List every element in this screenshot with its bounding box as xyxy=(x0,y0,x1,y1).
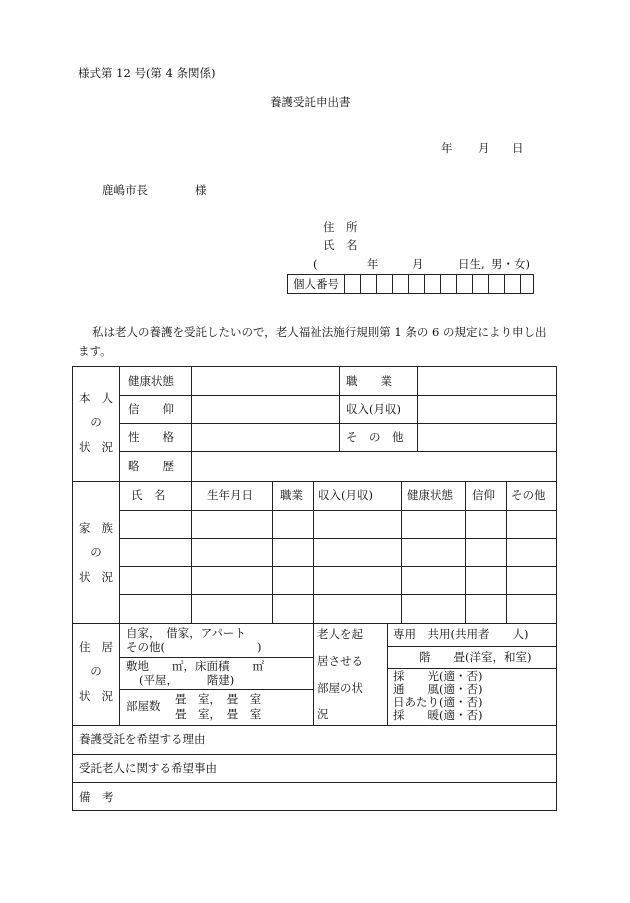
birth-year: 年 xyxy=(367,257,379,271)
housing-heading: 住 居 の 状 況 xyxy=(79,640,113,703)
reason-label: 養護受託を希望する理由 xyxy=(79,732,206,746)
family-col-birthdate: 生年月日 xyxy=(207,488,253,502)
site-area-line-1: 敷地 ㎡，床面積 ㎡ xyxy=(126,659,264,673)
birth-month: 月 xyxy=(412,257,424,271)
room-usage: 専用 共用(共用者 人) xyxy=(393,627,529,641)
page-title: 養護受託申出書 xyxy=(270,95,351,109)
statement-line-2: ます。 xyxy=(78,344,112,358)
wishes-label: 受託老人に関する希望事由 xyxy=(79,761,217,775)
faith-label: 信 仰 xyxy=(128,402,174,416)
house-type-line-1: 自家， 借家，アパート xyxy=(126,626,246,640)
family-col-health: 健康状態 xyxy=(407,488,453,502)
date-year-label: 年 xyxy=(441,141,453,155)
form-number: 様式第 12 号(第 4 条関係) xyxy=(78,66,216,80)
room-tatami: 階 畳(洋室，和室) xyxy=(419,650,532,664)
family-col-occupation: 職業 xyxy=(280,488,303,502)
name-label: 氏 名 xyxy=(323,238,358,252)
income-label: 収入(月収) xyxy=(346,402,401,416)
self-heading: 本 人 の 状 況 xyxy=(79,391,113,454)
site-area-line-2: (平屋， 階建) xyxy=(139,673,235,687)
addressee-name: 鹿嶋市長 xyxy=(102,183,148,197)
sex-choice: 男・女) xyxy=(491,257,530,271)
family-col-faith: 信仰 xyxy=(472,488,495,502)
birth-open: ( xyxy=(313,257,318,271)
condition-ventilation: 通 風(適・否) xyxy=(393,682,483,696)
individual-number-label: 個人番号 xyxy=(293,277,339,291)
condition-light: 採 光(適・否) xyxy=(393,669,483,683)
history-label: 略 歴 xyxy=(128,459,174,473)
family-col-income: 収入(月収) xyxy=(318,488,373,502)
character-label: 性 格 xyxy=(128,430,174,444)
individual-number-box[interactable] xyxy=(287,274,534,294)
other-label: そ の 他 xyxy=(346,430,404,444)
health-label: 健康状態 xyxy=(128,374,174,388)
family-heading: 家 族 の 状 況 xyxy=(79,521,113,584)
date-day-label: 日 xyxy=(512,141,524,155)
family-col-other: その他 xyxy=(511,488,546,502)
rooms-line-2: 畳 室， 畳 室 xyxy=(175,707,262,721)
condition-sunlight: 日あたり(適・否) xyxy=(393,695,483,709)
occupation-label: 職 業 xyxy=(346,374,392,388)
family-col-name: 氏 名 xyxy=(131,488,166,502)
rooms-label: 部屋数 xyxy=(126,699,161,713)
rooms-line-1: 畳 室， 畳 室 xyxy=(175,692,262,706)
birth-born: 日生, xyxy=(458,257,485,271)
elder-room-label: 老人を起 居させる 部屋の状 況 xyxy=(317,627,363,722)
statement-line-1: 私は老人の養護を受託したいので，老人福祉法施行規則第 1 条の 6 の規定により申し出 xyxy=(92,325,547,339)
address-label: 住 所 xyxy=(323,220,358,234)
date-month-label: 月 xyxy=(478,141,490,155)
condition-heating: 採 暖(適・否) xyxy=(393,708,483,722)
addressee-honorific: 様 xyxy=(195,183,207,197)
application-table xyxy=(72,366,557,811)
remarks-label: 備 考 xyxy=(79,790,114,804)
house-type-line-2: その他( ) xyxy=(126,640,262,654)
